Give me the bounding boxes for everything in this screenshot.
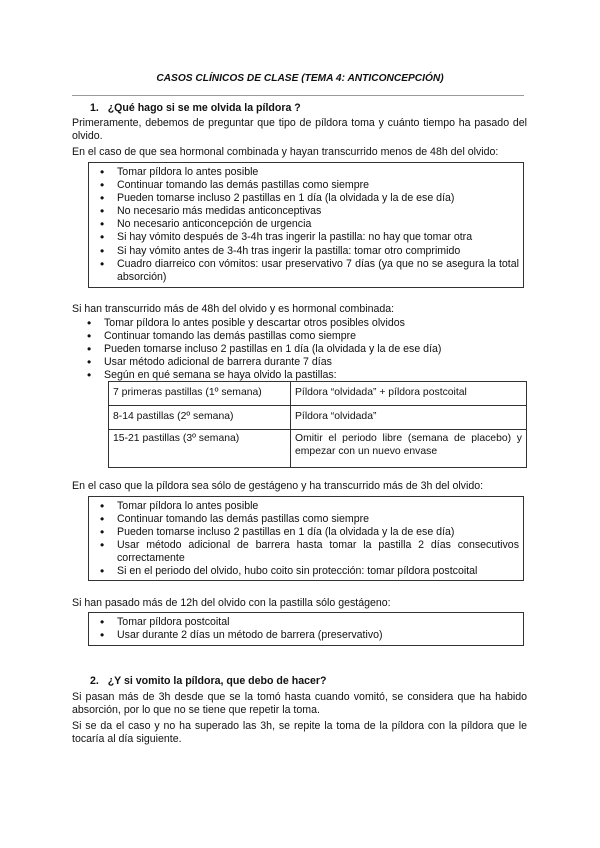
section-2-title: ¿Y si vomito la píldora, que debo de hacer? bbox=[107, 675, 327, 687]
table-row bbox=[109, 406, 527, 430]
case-a-list bbox=[93, 166, 519, 284]
list-item: • Pueden tomarse incluso 2 pastillas en 1 día (la olvidada y la de ese día) bbox=[93, 192, 519, 205]
list-item: • Continuar tomando las demás pastillas como siempre bbox=[93, 513, 519, 526]
title-divider bbox=[72, 95, 524, 96]
case-c-box bbox=[88, 496, 524, 581]
case-d-list bbox=[93, 616, 519, 642]
table-cell: Píldora “olvidada” + píldora postcoital bbox=[291, 382, 527, 406]
list-item: • Tomar píldora lo antes posible bbox=[93, 166, 519, 179]
list-item: • Según en qué semana se haya olvido la pastillas: bbox=[80, 369, 530, 382]
list-item: • Continuar tomando las demás pastillas como siempre bbox=[93, 179, 519, 192]
section-2-para-2: Si se da el caso y no ha superado las 3h, se repite la toma de la píldora con la píldora que le tocaría al día siguiente. bbox=[72, 720, 527, 746]
table-cell: 7 primeras pastillas (1º semana) bbox=[109, 382, 291, 406]
document-title: CASOS CLÍNICOS DE CLASE (TEMA 4: ANTICONCEPCIÓN) bbox=[156, 73, 444, 84]
case-a-text: En el caso de que sea hormonal combinada y hayan transcurrido menos de 48h del olvido: bbox=[72, 146, 499, 158]
table-cell: Píldora “olvidada” bbox=[291, 406, 527, 430]
case-c-text: En el caso que la píldora sea sólo de gestágeno y ha transcurrido más de 3h del olvido: bbox=[72, 480, 484, 492]
section-2-number: 2. bbox=[90, 675, 99, 687]
case-c-list bbox=[93, 500, 519, 579]
list-item: • Tomar píldora lo antes posible y descartar otros posibles olvidos bbox=[80, 317, 530, 330]
list-item: • Tomar píldora postcoital bbox=[93, 616, 519, 629]
table-row bbox=[109, 382, 527, 406]
case-b-list bbox=[80, 317, 530, 382]
table-cell: 8-14 pastillas (2º semana) bbox=[109, 406, 291, 430]
list-item: • Si hay vómito antes de 3-4h tras ingerir la pastilla: tomar otro comprimido bbox=[93, 245, 519, 258]
case-a-box bbox=[88, 162, 524, 288]
list-item: • Usar método adicional de barrera hasta tomar la pastilla 2 días consecutivos correctamente bbox=[93, 539, 519, 565]
list-item: • Pueden tomarse incluso 2 pastillas en 1 día (la olvidada y la de ese día) bbox=[80, 343, 530, 356]
list-item: • Usar método adicional de barrera durante 7 días bbox=[80, 356, 530, 369]
list-item: • Pueden tomarse incluso 2 pastillas en 1 día (la olvidada y la de ese día) bbox=[93, 526, 519, 539]
list-item: • Si hay vómito después de 3-4h tras ingerir la pastilla: no hay que tomar otra bbox=[93, 231, 519, 244]
table-cell: Omitir el periodo libre (semana de placebo) y empezar con un nuevo envase bbox=[291, 430, 527, 468]
table-row bbox=[109, 430, 527, 468]
section-1-heading bbox=[90, 102, 301, 115]
section-1-number: 1. bbox=[90, 102, 99, 114]
list-item: • No necesario más medidas anticonceptivas bbox=[93, 205, 519, 218]
list-item: • Usar durante 2 días un método de barrera (preservativo) bbox=[93, 629, 519, 642]
list-item: • Si en el periodo del olvido, hubo coito sin protección: tomar píldora postcoital bbox=[93, 565, 519, 578]
list-item: • No necesario anticoncepción de urgencia bbox=[93, 218, 519, 231]
week-table bbox=[108, 381, 527, 468]
list-item: • Continuar tomando las demás pastillas como siempre bbox=[80, 330, 530, 343]
table-cell: 15-21 pastillas (3º semana) bbox=[109, 430, 291, 468]
case-d-box bbox=[88, 612, 524, 646]
list-item: • Tomar píldora lo antes posible bbox=[93, 500, 519, 513]
case-d-text: Si han pasado más de 12h del olvido con la pastilla sólo gestágeno: bbox=[72, 597, 391, 609]
section-2-para-1: Si pasan más de 3h desde que se la tomó hasta cuando vomitó, se considera que ha habido absorción, por lo que no se tiene que repetir la toma. bbox=[72, 691, 527, 717]
section-2-heading bbox=[90, 675, 326, 688]
list-item: • Cuadro diarreico con vómitos: usar preservativo 7 días (ya que no se asegura la total absorción) bbox=[93, 258, 519, 284]
case-b-text: Si han transcurrido más de 48h del olvido y es hormonal combinada: bbox=[72, 303, 395, 315]
section-1-intro: Primeramente, debemos de preguntar que tipo de píldora toma y cuánto tiempo ha pasado del olvido. bbox=[72, 117, 527, 143]
section-1-title: ¿Qué hago si se me olvida la píldora ? bbox=[107, 102, 301, 114]
